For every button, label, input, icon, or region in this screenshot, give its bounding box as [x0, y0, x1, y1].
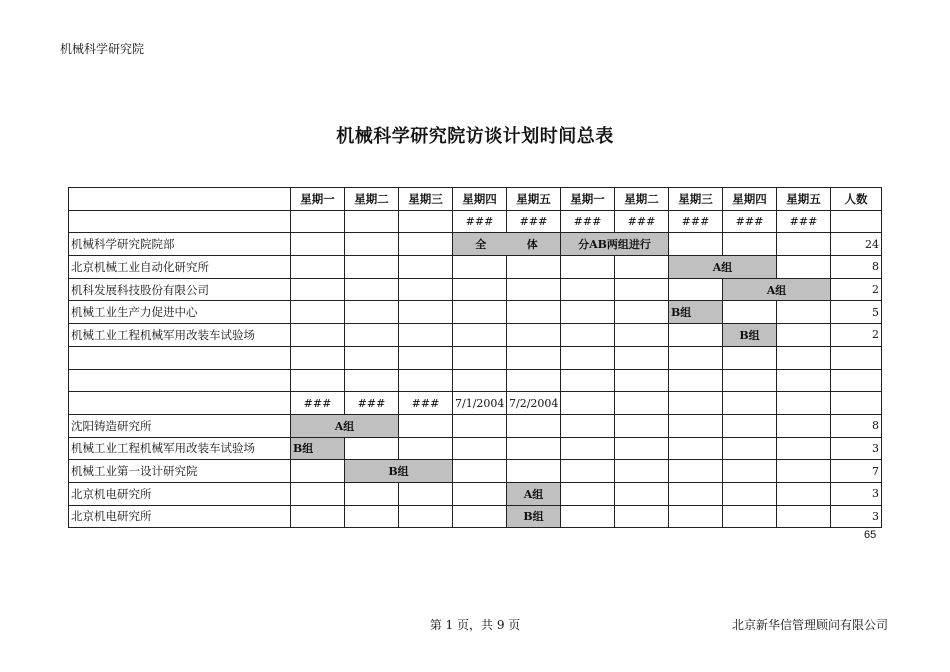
table-row [69, 437, 882, 460]
org-name: 机械科学研究院院部 [69, 233, 291, 256]
table-row [69, 505, 882, 528]
org-name: 机械工业第一设计研究院 [69, 460, 291, 483]
date-cell: ### [615, 210, 669, 233]
count-cell: 3 [831, 505, 882, 528]
date-cell: ### [507, 210, 561, 233]
schedule-block: B组 [723, 324, 777, 347]
blank-cell [69, 392, 291, 415]
count-cell: 3 [831, 437, 882, 460]
org-name: 北京机电研究所 [69, 482, 291, 505]
org-name: 沈阳铸造研究所 [69, 414, 291, 437]
blank-cell [831, 210, 882, 233]
date-row-week2 [69, 210, 882, 233]
column-header: 星期二 [615, 188, 669, 211]
count-cell: 7 [831, 460, 882, 483]
schedule-block-text: 体 [526, 238, 538, 252]
date-cell: ### [777, 210, 831, 233]
count-cell: 2 [831, 278, 882, 301]
schedule-block: B组 [291, 437, 345, 460]
date-cell: 7/2/2004 [507, 392, 561, 415]
header-blank-cell [69, 188, 291, 211]
schedule-block-ab: 分AB两组进行 [561, 233, 669, 256]
blank-cell [399, 233, 453, 256]
page-title: 机械科学研究院访谈计划时间总表 [336, 126, 614, 147]
blank-cell [777, 233, 831, 256]
schedule-block: B组 [507, 505, 561, 528]
blank-cell [345, 233, 399, 256]
table-row [69, 324, 882, 347]
org-name: 北京机械工业自动化研究所 [69, 256, 291, 279]
blank-cell [345, 210, 399, 233]
column-header: 星期五 [507, 188, 561, 211]
table-header-row [69, 188, 882, 211]
date-cell: ### [345, 392, 399, 415]
date-cell: 7/1/2004 [453, 392, 507, 415]
blank-cell [723, 233, 777, 256]
count-cell: 3 [831, 482, 882, 505]
count-cell: 8 [831, 414, 882, 437]
schedule-block: B组 [345, 460, 453, 483]
header-org: 机械科学研究院 [60, 42, 145, 56]
date-cell: ### [669, 210, 723, 233]
footer-company: 北京新华信管理顾问有限公司 [731, 618, 888, 632]
column-header: 星期三 [399, 188, 453, 211]
empty-row [69, 369, 882, 392]
count-cell: 5 [831, 301, 882, 324]
column-header: 星期一 [561, 188, 615, 211]
table-row [69, 278, 882, 301]
table-row [69, 460, 882, 483]
total-count: 65 [864, 529, 877, 541]
blank-cell [399, 210, 453, 233]
column-header: 星期四 [453, 188, 507, 211]
date-cell: ### [399, 392, 453, 415]
table-row [69, 414, 882, 437]
blank-cell [69, 210, 291, 233]
date-row-week1 [69, 392, 882, 415]
column-header-count: 人数 [831, 188, 882, 211]
table-row [69, 233, 882, 256]
schedule-block: A组 [723, 278, 831, 301]
table-row [69, 482, 882, 505]
table-row [69, 256, 882, 279]
date-cell: ### [561, 210, 615, 233]
date-cell: ### [723, 210, 777, 233]
schedule-block: A组 [291, 414, 399, 437]
date-cell: ### [291, 392, 345, 415]
org-name: 北京机电研究所 [69, 505, 291, 528]
blank-cell [669, 233, 723, 256]
date-cell: ### [453, 210, 507, 233]
schedule-table [68, 187, 882, 528]
org-name: 机科发展科技股份有限公司 [69, 278, 291, 301]
schedule-block-all [453, 233, 561, 256]
schedule-block: A组 [669, 256, 777, 279]
count-cell: 2 [831, 324, 882, 347]
org-name: 机械工业工程机械军用改装车试验场 [69, 437, 291, 460]
schedule-block-text: 全 [475, 238, 487, 252]
column-header: 星期一 [291, 188, 345, 211]
count-cell: 24 [831, 233, 882, 256]
page-number: 第 1 页，共 9 页 [429, 618, 521, 632]
schedule-block: A组 [507, 482, 561, 505]
empty-row [69, 346, 882, 369]
org-name: 机械工业生产力促进中心 [69, 301, 291, 324]
column-header: 星期三 [669, 188, 723, 211]
count-cell: 8 [831, 256, 882, 279]
schedule-block: B组 [669, 301, 723, 324]
table-row [69, 301, 882, 324]
blank-cell [291, 210, 345, 233]
blank-cell [291, 233, 345, 256]
column-header: 星期四 [723, 188, 777, 211]
column-header: 星期二 [345, 188, 399, 211]
org-name: 机械工业工程机械军用改装车试验场 [69, 324, 291, 347]
column-header: 星期五 [777, 188, 831, 211]
